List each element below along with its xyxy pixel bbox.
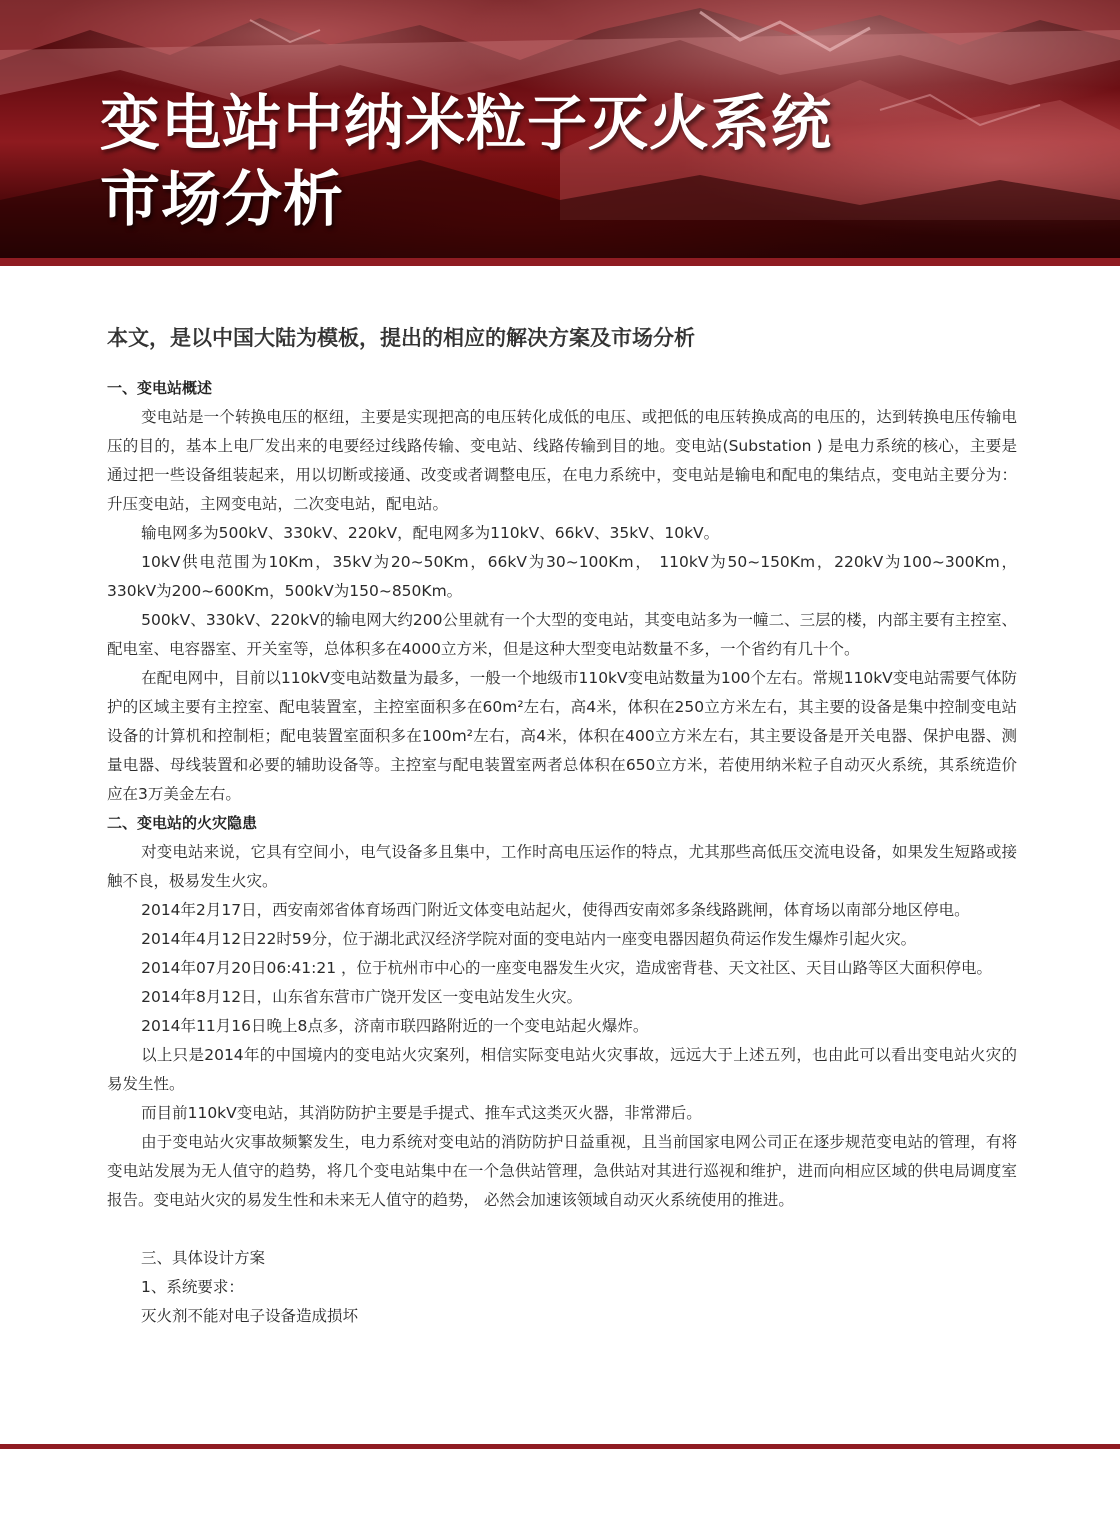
section-1-paragraph: 10kV供电范围为10Km，35kV为20~50Km，66kV为30~100Km， 110kV为50~150Km，220kV为100~300Km，330kV为200~600Km，500kV为150~850Km。 bbox=[107, 553, 1017, 600]
document-title bbox=[100, 86, 832, 238]
header-divider bbox=[0, 258, 1120, 266]
section-2-paragraph: 以上只是2014年的中国境内的变电站火灾案列，相信实际变电站火灾事故，远远大于上述五列，也由此可以看出变电站火灾的易发生性。 bbox=[107, 1046, 1017, 1093]
section-2-paragraph: 2014年2月17日，西安南郊省体育场西门附近文体变电站起火，使得西安南郊多条线路跳闸，体育场以南部分地区停电。 bbox=[141, 901, 970, 919]
document-body bbox=[107, 320, 1017, 1331]
section-3-subheading: 1、系统要求： bbox=[141, 1278, 244, 1296]
document-subtitle: 本文，是以中国大陆为模板，提出的相应的解决方案及市场分析 bbox=[107, 326, 695, 350]
title-line-2: 市场分析 bbox=[100, 165, 344, 235]
section-1-paragraph: 变电站是一个转换电压的枢纽，主要是实现把高的电压转化成低的电压、或把低的电压转换成高的电压的，达到转换电压传输电压的目的，基本上电厂发出来的电要经过线路传输、变电站、线路传输到目的地。变电站(Substation ) 是电力系统的核心，主要是通过把一些设备组装起来，用以切断或接通、改变或者调整电压，在电力系统中，变电站是输电和配电的集结点，变电站主要分为：升压变电站，主网变电站，二次变电站，配电站。 bbox=[107, 408, 1017, 513]
spacer bbox=[107, 1215, 1017, 1244]
section-2-paragraph: 而目前110kV变电站，其消防防护主要是手提式、推车式这类灭火器，非常滞后。 bbox=[141, 1104, 702, 1122]
section-1-paragraph: 在配电网中，目前以110kV变电站数量为最多，一般一个地级市110kV变电站数量为100个左右。常规110kV变电站需要气体防护的区域主要有主控室、配电装置室，主控室面积多在60m²左右，高4米，体积在250立方米左右，其主要的设备是集中控制变电站设备的计算机和控制柜；配电装置室面积多在100m²左右，高4米，体积在400立方米左右，其主要设备是开关电器、保护电器、测量电器、母线装置和必要的辅助设备等。主控室与配电装置室两者总体积在650立方米，若使用纳米粒子自动灭火系统，其系统造价应在3万美金左右。 bbox=[107, 669, 1017, 803]
section-3-heading: 三、具体设计方案 bbox=[141, 1249, 266, 1267]
section-2-paragraph: 2014年11月16日晚上8点多，济南市联四路附近的一个变电站起火爆炸。 bbox=[141, 1017, 649, 1035]
section-2-paragraph: 2014年4月12日22时59分，位于湖北武汉经济学院对面的变电站内一座变电器因超负荷运作发生爆炸引起火灾。 bbox=[141, 930, 917, 948]
title-line-1: 变电站中纳米粒子灭火系统 bbox=[100, 89, 832, 159]
section-2-paragraph: 对变电站来说，它具有空间小，电气设备多且集中，工作时高电压运作的特点，尤其那些高低压交流电设备，如果发生短路或接触不良，极易发生火灾。 bbox=[107, 843, 1017, 890]
section-2-paragraph: 由于变电站火灾事故频繁发生，电力系统对变电站的消防防护日益重视，且当前国家电网公司正在逐步规范变电站的管理，有将变电站发展为无人值守的趋势，将几个变电站集中在一个急供站管理，急供站对其进行巡视和维护，进而向相应区域的供电局调度室报告。变电站火灾的易发生性和未来无人值守的趋势， 必然会加速该领域自动灭火系统使用的推进。 bbox=[107, 1133, 1017, 1209]
header-banner bbox=[0, 0, 1120, 258]
section-2-paragraph: 2014年07月20日06:41:21 ，位于杭州市中心的一座变电器发生火灾，造成密背巷、天文社区、天目山路等区大面积停电。 bbox=[141, 959, 993, 977]
section-2-paragraph: 2014年8月12日，山东省东营市广饶开发区一变电站发生火灾。 bbox=[141, 988, 583, 1006]
section-1-heading: 一、变电站概述 bbox=[107, 379, 213, 397]
section-2-heading: 二、变电站的火灾隐患 bbox=[107, 814, 258, 832]
footer-divider bbox=[0, 1444, 1120, 1449]
section-1-paragraph: 500kV、330kV、220kV的输电网大约200公里就有一个大型的变电站，其变电站多为一幢二、三层的楼，内部主要有主控室、配电室、电容器室、开关室等，总体积多在4000立方米，但是这种大型变电站数量不多，一个省约有几十个。 bbox=[107, 611, 1017, 658]
section-1-paragraph: 输电网多为500kV、330kV、220kV，配电网多为110kV、66kV、35kV、10kV。 bbox=[141, 524, 720, 542]
section-3-item: 灭火剂不能对电子设备造成损坏 bbox=[141, 1307, 359, 1325]
